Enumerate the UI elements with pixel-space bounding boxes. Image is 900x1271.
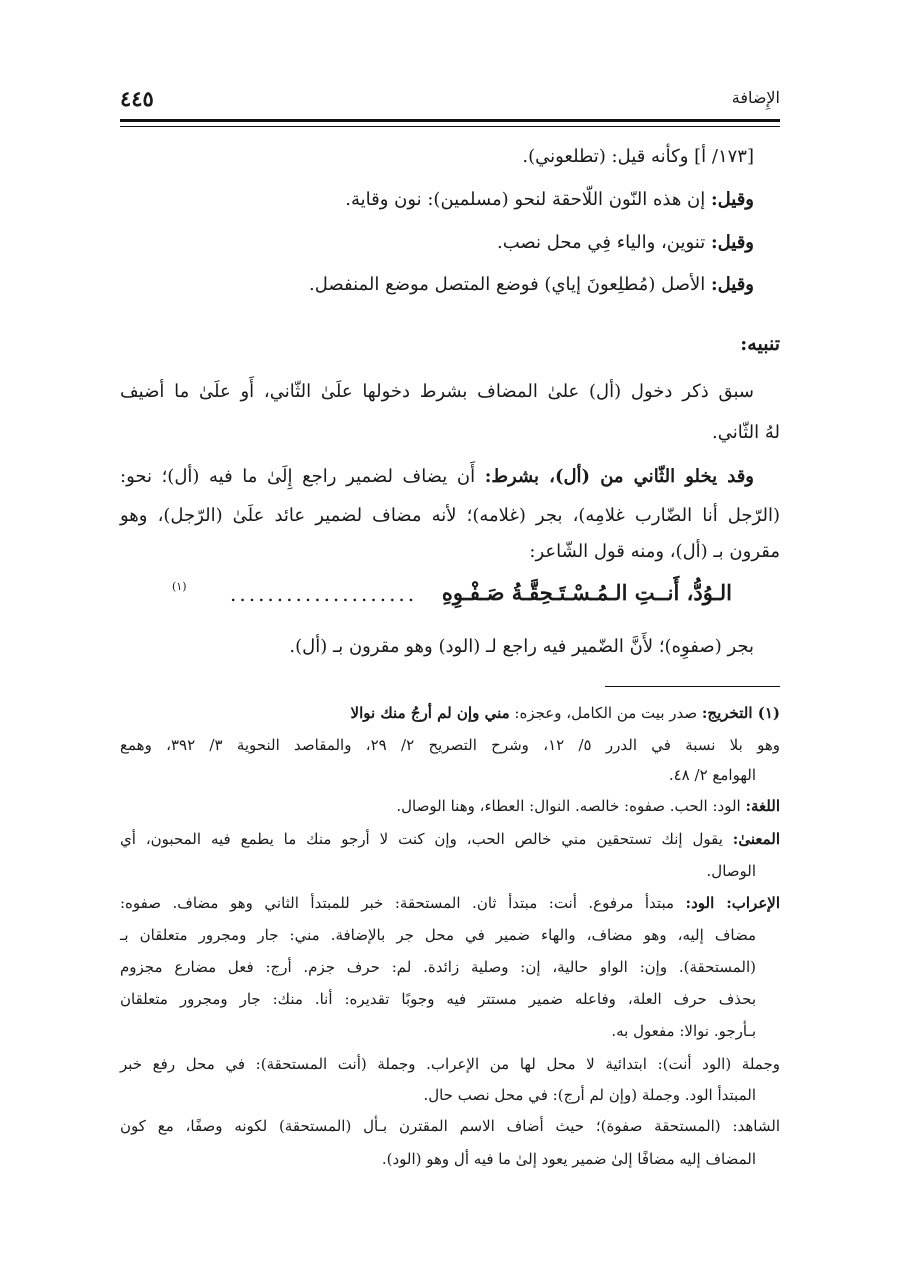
- footnote-line: مضاف إليه، وهو مضاف، والهاء ضمير في محل جر بالإضافة. مني: جار ومجرور متعلقان بـ: [120, 926, 756, 944]
- lead-word: وقيل:: [710, 274, 754, 295]
- footnote-line: المبتدأ الود. وجملة (وإن لم أرج): في محل نصب حال.: [423, 1086, 756, 1104]
- header-rule-thin: [120, 126, 780, 127]
- text-line: [309, 274, 754, 295]
- verse-ellipsis: ....................: [230, 582, 418, 606]
- text-line: [497, 232, 754, 253]
- text-line: [345, 189, 754, 210]
- footnote-line: الوصال.: [706, 862, 756, 880]
- paragraph-line: (الرّجل أنا الضّارب غلامِه)، بجر (غلامه)؛ لأنه مضاف لضمير عائد علَىٰ (الرّجل)، وهو: [120, 505, 780, 526]
- footnote-text: يقول إنك تستحقين مني خالص الحب، وإن كنت لا أرجو منك ما يطمع فيه المحبون، أي: [120, 830, 733, 848]
- paragraph-line: مقرون بـ (أل)، ومنه قول الشّاعر:: [529, 541, 780, 562]
- line-text: إن هذه النّون اللّاحقة لنحو (مسلمين): نون وقاية.: [345, 189, 711, 210]
- footnote-lead: الإعراب: الود:: [685, 894, 781, 912]
- footnote-text: الود: الحب. صفوه: خالصه. النوال: العطاء، وهنا الوصال.: [396, 797, 746, 815]
- footnote-line: وجملة (الود أنت): ابتدائية لا محل لها من الإعراب. وجملة (أنت المستحقة): في محل رفع خبر: [120, 1055, 780, 1073]
- page-number: ٤٤٥: [120, 86, 154, 111]
- footnote-line: وهو بلا نسبة في الدرر ٥/ ١٢، وشرح التصريح ٢/ ٢٩، والمقاصد النحوية ٣/ ٣٩٢، وهمع: [120, 736, 781, 754]
- line-text: تنوين، والياء فِي محل نصب.: [497, 232, 711, 253]
- footnote-line: [120, 894, 780, 912]
- footnote-text: مبتدأ مرفوع. أنت: مبتدأ ثان. المستحقة: خبر للمبتدأ الثاني وهو مضاف. صفوه:: [120, 894, 686, 912]
- running-title: الإِضافة: [731, 88, 780, 107]
- footnote-line: [396, 797, 780, 815]
- lead-word: وقيل:: [710, 232, 754, 253]
- footnote-line: (المستحقة). وإن: الواو حالية، إن: وصلية زائدة. لم: حرف جزم. أرج: فعل مضارع مجزوم: [120, 958, 756, 976]
- footnote-line: بحذف حرف العلة، وفاعله ضمير مستتر فيه وجوبًا تقديره: أنا. منك: جار ومجرور متعلقان: [120, 990, 756, 1008]
- footnote-marker: (١): [172, 580, 187, 593]
- footnote-line: [351, 704, 780, 722]
- header-rule-thick: [120, 119, 780, 122]
- footnote-line: الشاهد: (المستحقة صفوة)؛ حيث أضاف الاسم المقترن بـأل (المستحقة) لكونه وصفًا، مع كون: [120, 1117, 780, 1135]
- section-heading: تنبيه:: [740, 333, 780, 355]
- line-text: أَن يضاف لضمير راجع إِلَىٰ ما فيه (أل)؛ نحو:: [120, 466, 485, 487]
- lead-phrase: وقد يخلو الثّاني من (أل)، بشرط:: [484, 466, 755, 487]
- footnote-lead: اللغة:: [745, 797, 780, 815]
- paragraph-line: [120, 466, 754, 487]
- footnote-lead: (١) التخريج:: [701, 704, 780, 722]
- paragraph-line: بجر (صفوِه)؛ لأَنَّ الضّمير فيه راجع لـ (الود) وهو مقرون بـ (أل).: [289, 636, 754, 657]
- text-line: [١٧٣/ أ] وكأنه قيل: (تطلعوني).: [522, 146, 754, 167]
- paragraph-line: سبق ذكر دخول (أل) علىٰ المضاف بشرط دخولها علَىٰ الثّاني، أَو علَىٰ ما أضيف: [120, 381, 754, 402]
- footnote-line: المضاف إليه مضافًا إلىٰ ضمير يعود إلىٰ ما فيه أل وهو (الود).: [381, 1150, 756, 1168]
- page-header: [120, 86, 780, 116]
- footnote-separator: [605, 686, 780, 687]
- line-text: الأصل (مُطلِعونَ إياي) فوضع المتصل موضع المنفصل.: [309, 274, 711, 295]
- footnote-bold: مني وإن لم أرجُ منك نوالا: [350, 704, 510, 722]
- paragraph-line: لهُ الثّاني.: [712, 422, 780, 443]
- footnote-text: صدر بيت من الكامل، وعجزه:: [509, 704, 702, 722]
- poetry-verse: الـوُدُّ، أَنــتِ الـمُـسْـتَـحِقَّـةُ صَـفْـوِهِ: [441, 580, 732, 605]
- footnote-line: بـأرجو. نوالا: مفعول به.: [611, 1022, 756, 1040]
- lead-word: وقيل:: [710, 189, 754, 210]
- footnote-line: [120, 830, 780, 848]
- footnote-line: الهوامع ٢/ ٤٨.: [668, 766, 756, 784]
- footnote-lead: المعنىٰ:: [732, 830, 780, 848]
